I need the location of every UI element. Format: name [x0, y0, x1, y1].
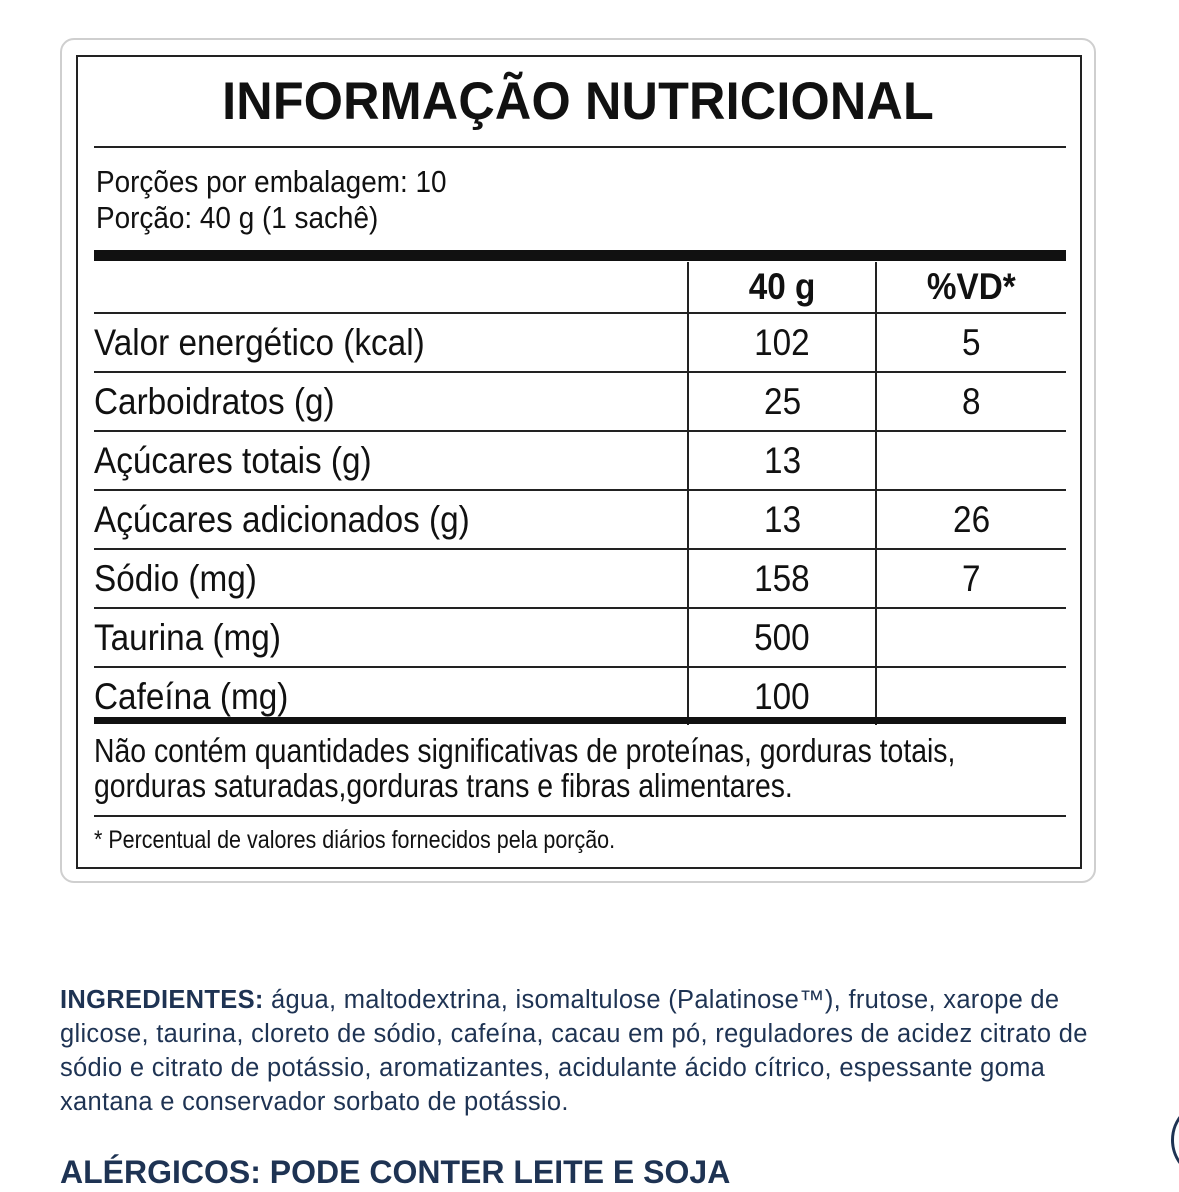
table-row [94, 490, 1066, 549]
allergens-warning: ALÉRGICOS: PODE CONTER LEITE E SOJA [60, 1154, 731, 1190]
circle-symbol-icon [1171, 1100, 1179, 1180]
divider [94, 815, 1066, 817]
daily-value-footnote: * Percentual de valores diários fornecidos pela porção. [94, 826, 616, 854]
nutrient-daily-value: 26 [953, 498, 991, 540]
nutrition-title: INFORMAÇÃO NUTRICIONAL [222, 72, 934, 131]
nutrient-daily-value: 8 [962, 380, 981, 422]
nutrient-daily-value: 5 [962, 321, 981, 363]
nutrient-amount: 13 [763, 439, 801, 481]
nutrition-table [94, 262, 1066, 725]
nutrient-amount: 100 [754, 675, 811, 717]
servings-per-package: Porções por embalagem: 10 [96, 164, 447, 199]
table-row [94, 313, 1066, 372]
nutrient-name: Açúcares adicionados (g) [94, 498, 470, 540]
nutrient-amount: 102 [754, 321, 811, 363]
nutrient-daily-value: 7 [962, 557, 981, 599]
nutrient-name: Sódio (mg) [94, 557, 257, 599]
table-row [94, 431, 1066, 490]
table-row [94, 608, 1066, 667]
ingredients-text: água, maltodextrina, isomaltulose (Palatinose™), frutose, xarope de glicose, taurina, cloreto de sódio, cafeína, cacau em pó, reguladores de acidez citrato de sódio e citrato de potássio, aromatizantes, acidulante ácido cítrico, espessante goma xantana e conservador sorbato de potássio. [60, 986, 1088, 1116]
nutrient-amount: 500 [754, 616, 811, 658]
nutrient-amount: 13 [763, 498, 801, 540]
nutrient-amount: 25 [763, 380, 801, 422]
nutrient-amount: 158 [754, 557, 811, 599]
column-header-amount: 40 g [748, 266, 816, 307]
thick-divider [94, 717, 1066, 724]
column-header-daily-value: %VD* [927, 266, 1017, 307]
divider [94, 146, 1066, 148]
table-row [94, 372, 1066, 431]
thick-divider [94, 250, 1066, 261]
ingredients-list [60, 983, 1120, 1119]
serving-size: Porção: 40 g (1 sachê) [96, 200, 379, 235]
nutrient-name: Valor energético (kcal) [94, 321, 425, 363]
nutrient-name: Açúcares totais (g) [94, 439, 372, 481]
nutrient-name: Carboidratos (g) [94, 380, 335, 422]
nutrient-name: Taurina (mg) [94, 616, 281, 658]
not-significant-note: Não contém quantidades significativas de proteínas, gorduras totais, gorduras saturadas,gorduras trans e fibras alimentares. [94, 732, 956, 804]
table-row [94, 549, 1066, 608]
nutrient-name: Cafeína (mg) [94, 675, 289, 717]
ingredients-heading: INGREDIENTES: [60, 986, 264, 1014]
table-header-row [94, 262, 1066, 313]
